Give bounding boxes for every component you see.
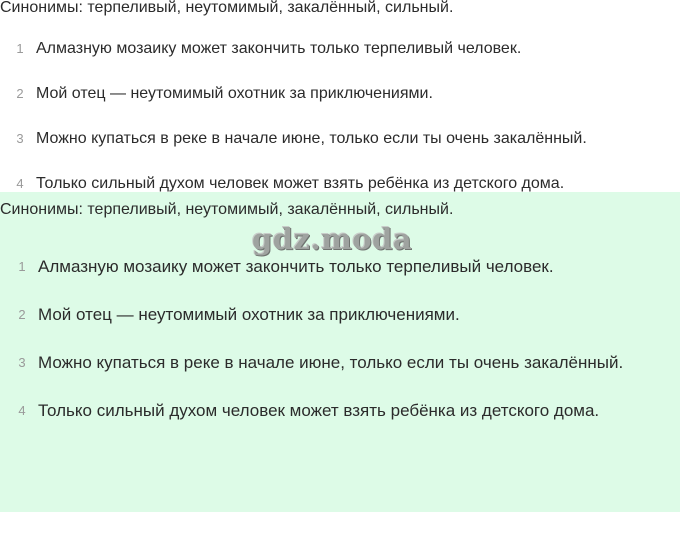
item-text: Только сильный духом человек может взять ребёнка из детского дома. <box>38 401 600 420</box>
answer-block <box>0 192 680 512</box>
item-text: Можно купаться в реке в начале июне, только если ты очень закалённый. <box>36 129 587 147</box>
item-number: 1 <box>18 259 26 274</box>
answer-heading: Синонимы: терпеливый, неутомимый, закалённый, сильный. <box>0 201 454 218</box>
item-text: Алмазную мозаику может закончить только терпеливый человек. <box>38 257 554 276</box>
task-block <box>0 0 680 192</box>
item-number: 3 <box>16 131 24 146</box>
item-text: Мой отец — неутомимый охотник за приключениями. <box>38 305 460 324</box>
item-text: Мой отец — неутомимый охотник за приключениями. <box>36 84 433 102</box>
item-number: 1 <box>16 41 24 56</box>
item-number: 2 <box>18 307 26 322</box>
list-item <box>0 392 680 430</box>
list-item <box>0 248 680 286</box>
list-item <box>0 296 680 334</box>
item-number: 2 <box>16 86 24 101</box>
item-number: 3 <box>18 355 26 370</box>
item-text: Только сильный духом человек может взять ребёнка из детского дома. <box>36 174 565 192</box>
watermark-logo: gdz.moda <box>252 222 413 256</box>
item-number: 4 <box>18 403 26 418</box>
list-item <box>0 344 680 382</box>
item-number: 4 <box>16 176 24 191</box>
answer-sentence-list <box>0 248 680 440</box>
item-text: Можно купаться в реке в начале июне, только если ты очень закалённый. <box>38 353 624 372</box>
task-heading: Синонимы: терпеливый, неутомимый, закалённый, сильный. <box>0 0 454 16</box>
item-text: Алмазную мозаику может закончить только терпеливый человек. <box>36 39 522 57</box>
